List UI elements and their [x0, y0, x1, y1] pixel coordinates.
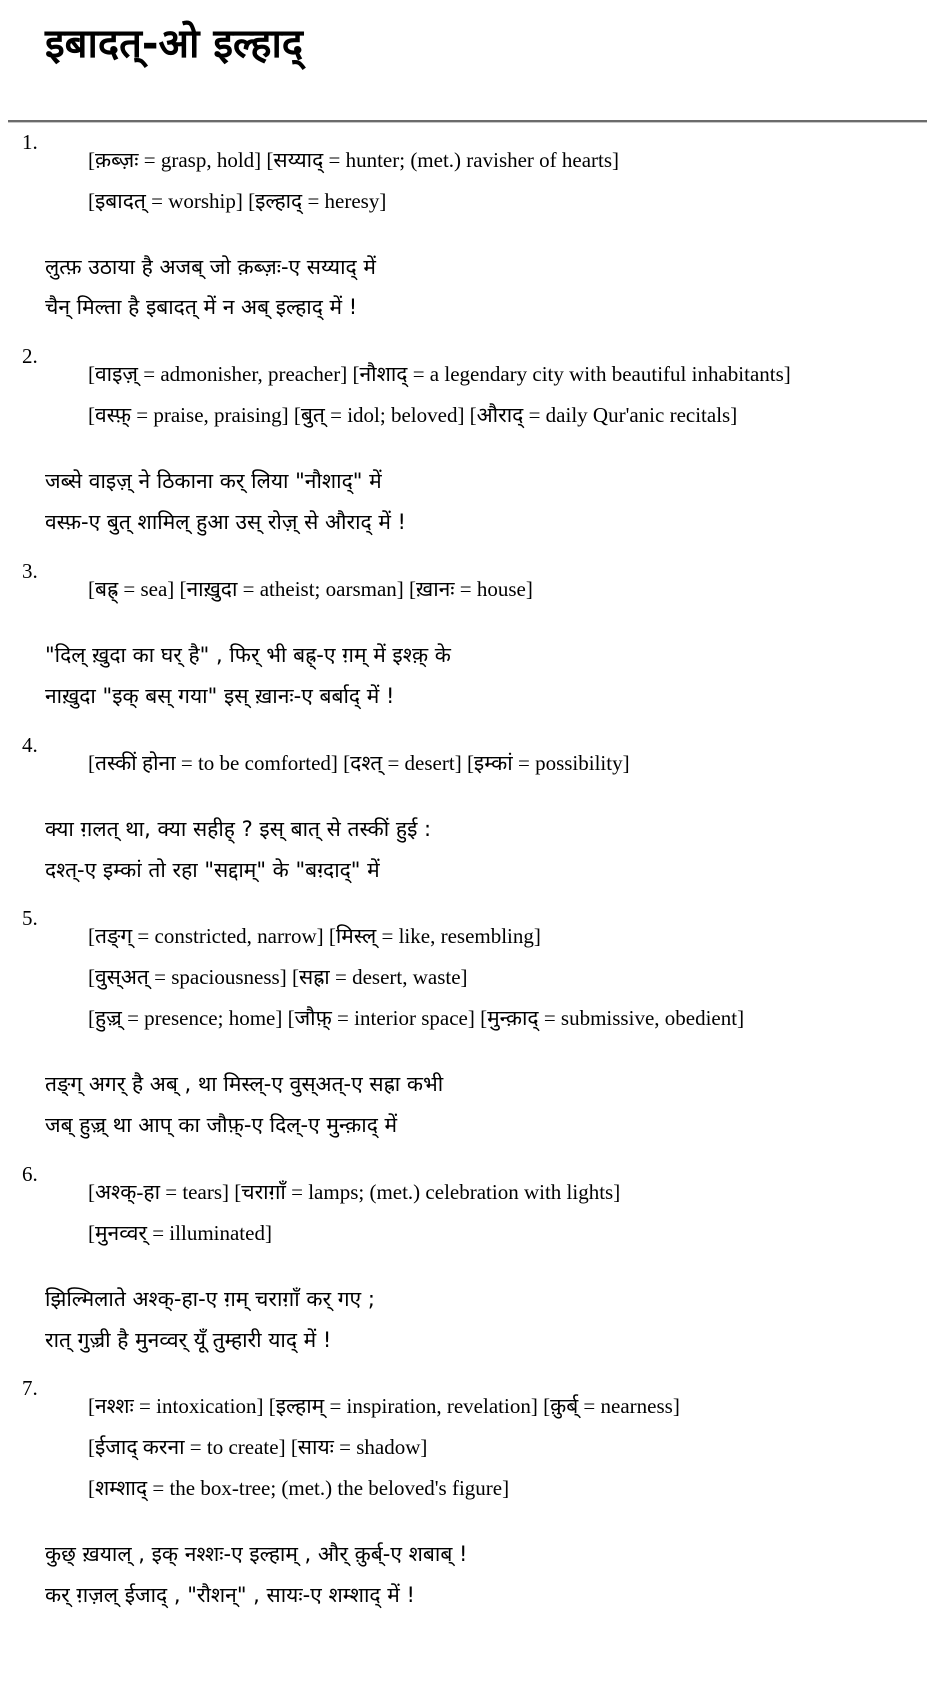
gloss-line: [तङ्ग् = constricted, narrow] [मिस्ल् = like, resembling] — [88, 924, 541, 948]
gloss-line: [अश्क्-हा = tears] [चराग़ाँ = lamps; (met.) celebration with lights] — [88, 1180, 621, 1204]
gloss-line: [मुनव्वर् = illuminated] — [88, 1221, 272, 1245]
gloss-line: [नश्शः = intoxication] [इल्हाम् = inspiration, revelation] [क़ुर्ब् = nearness] — [88, 1394, 680, 1418]
verse-number: 3. — [22, 559, 38, 583]
gloss-line: [वाइज़् = admonisher, preacher] [नौशाद् = a legendary city with beautiful inhabitants] — [88, 362, 791, 386]
verse-number: 7. — [22, 1376, 38, 1400]
couplet-line: "दिल् ख़ुदा का घर् है" , फिर् भी बह्र्-ए ग़म् में इश्क़् के — [45, 643, 451, 667]
couplet-line: रात् गुज़्री है मुनव्वर् यूँ तुम्हारी याद् में ! — [45, 1328, 332, 1352]
verse-number: 4. — [22, 733, 38, 757]
couplet-line: दश्त्-ए इम्कां तो रहा "सद्दाम्" के "बग़्दाद्" में — [45, 858, 380, 882]
couplet-line: जब्से वाइज़् ने ठिकाना कर् लिया "नौशाद्" में — [45, 469, 382, 493]
gloss-line: [ईजाद् करना = to create] [सायः = shadow] — [88, 1435, 428, 1459]
verse-number: 1. — [22, 130, 38, 154]
gloss-line: [वुस्अत् = spaciousness] [सह्रा = desert, waste] — [88, 965, 468, 989]
gloss-line: [वस्फ़् = praise, praising] [बुत् = idol; beloved] [औराद् = daily Qur'anic recitals] — [88, 403, 738, 427]
gloss-line: [तस्कीं होना = to be comforted] [दश्त् = desert] [इम्कां = possibility] — [88, 751, 630, 775]
couplet-line: वस्फ़-ए बुत् शामिल् हुआ उस् रोज़् से औराद् में ! — [45, 510, 406, 534]
gloss-line: [क़ब्ज़ः = grasp, hold] [सय्याद् = hunter; (met.) ravisher of hearts] — [88, 148, 620, 172]
title-divider — [8, 120, 927, 123]
page-title: इबादत्-ओ इल्हाद् — [45, 21, 304, 67]
verse-number: 5. — [22, 906, 38, 930]
gloss-line: [बह्र् = sea] [नाख़ुदा = atheist; oarsman] [ख़ानः = house] — [88, 577, 533, 601]
gloss-line: [इबादत् = worship] [इल्हाद् = heresy] — [88, 189, 387, 213]
couplet-line: नाख़ुदा "इक् बस् गया" इस् ख़ानः-ए बर्बाद् में ! — [45, 684, 395, 708]
couplet-line: तङ्ग् अगर् है अब् , था मिस्ल्-ए वुस्अत्-ए सह्रा कभी — [45, 1072, 444, 1096]
verse-number: 6. — [22, 1162, 38, 1186]
couplet-line: चैन् मिल्ता है इबादत् में न अब् इल्हाद् में ! — [45, 295, 358, 319]
gloss-line: [शम्शाद् = the box-tree; (met.) the beloved's figure] — [88, 1476, 510, 1500]
couplet-line: कुछ् ख़याल् , इक् नश्शः-ए इल्हाम् , और् क़ुर्ब्-ए शबाब् ! — [45, 1542, 468, 1566]
verse-number: 2. — [22, 344, 38, 368]
gloss-line: [हुज़्र् = presence; home] [जौफ़् = interior space] [मुन्क़ाद् = submissive, obedient] — [88, 1006, 745, 1030]
couplet-line: झिल्मिलाते अश्क्-हा-ए ग़म् चराग़ाँ कर् गए ; — [45, 1287, 375, 1311]
couplet-line: जब् हुज़्र् था आप् का जौफ़्-ए दिल्-ए मुन्क़ाद् में — [45, 1113, 398, 1137]
couplet-line: कर् ग़ज़ल् ईजाद् , "रौशन्" , सायः-ए शम्शाद् में ! — [45, 1583, 415, 1607]
couplet-line: क्या ग़लत् था, क्या सहीह् ? इस् बात् से तस्कीं हुई : — [45, 817, 432, 841]
couplet-line: लुत्फ़ उठाया है अजब् जो क़ब्ज़ः-ए सय्याद् में — [45, 255, 376, 279]
